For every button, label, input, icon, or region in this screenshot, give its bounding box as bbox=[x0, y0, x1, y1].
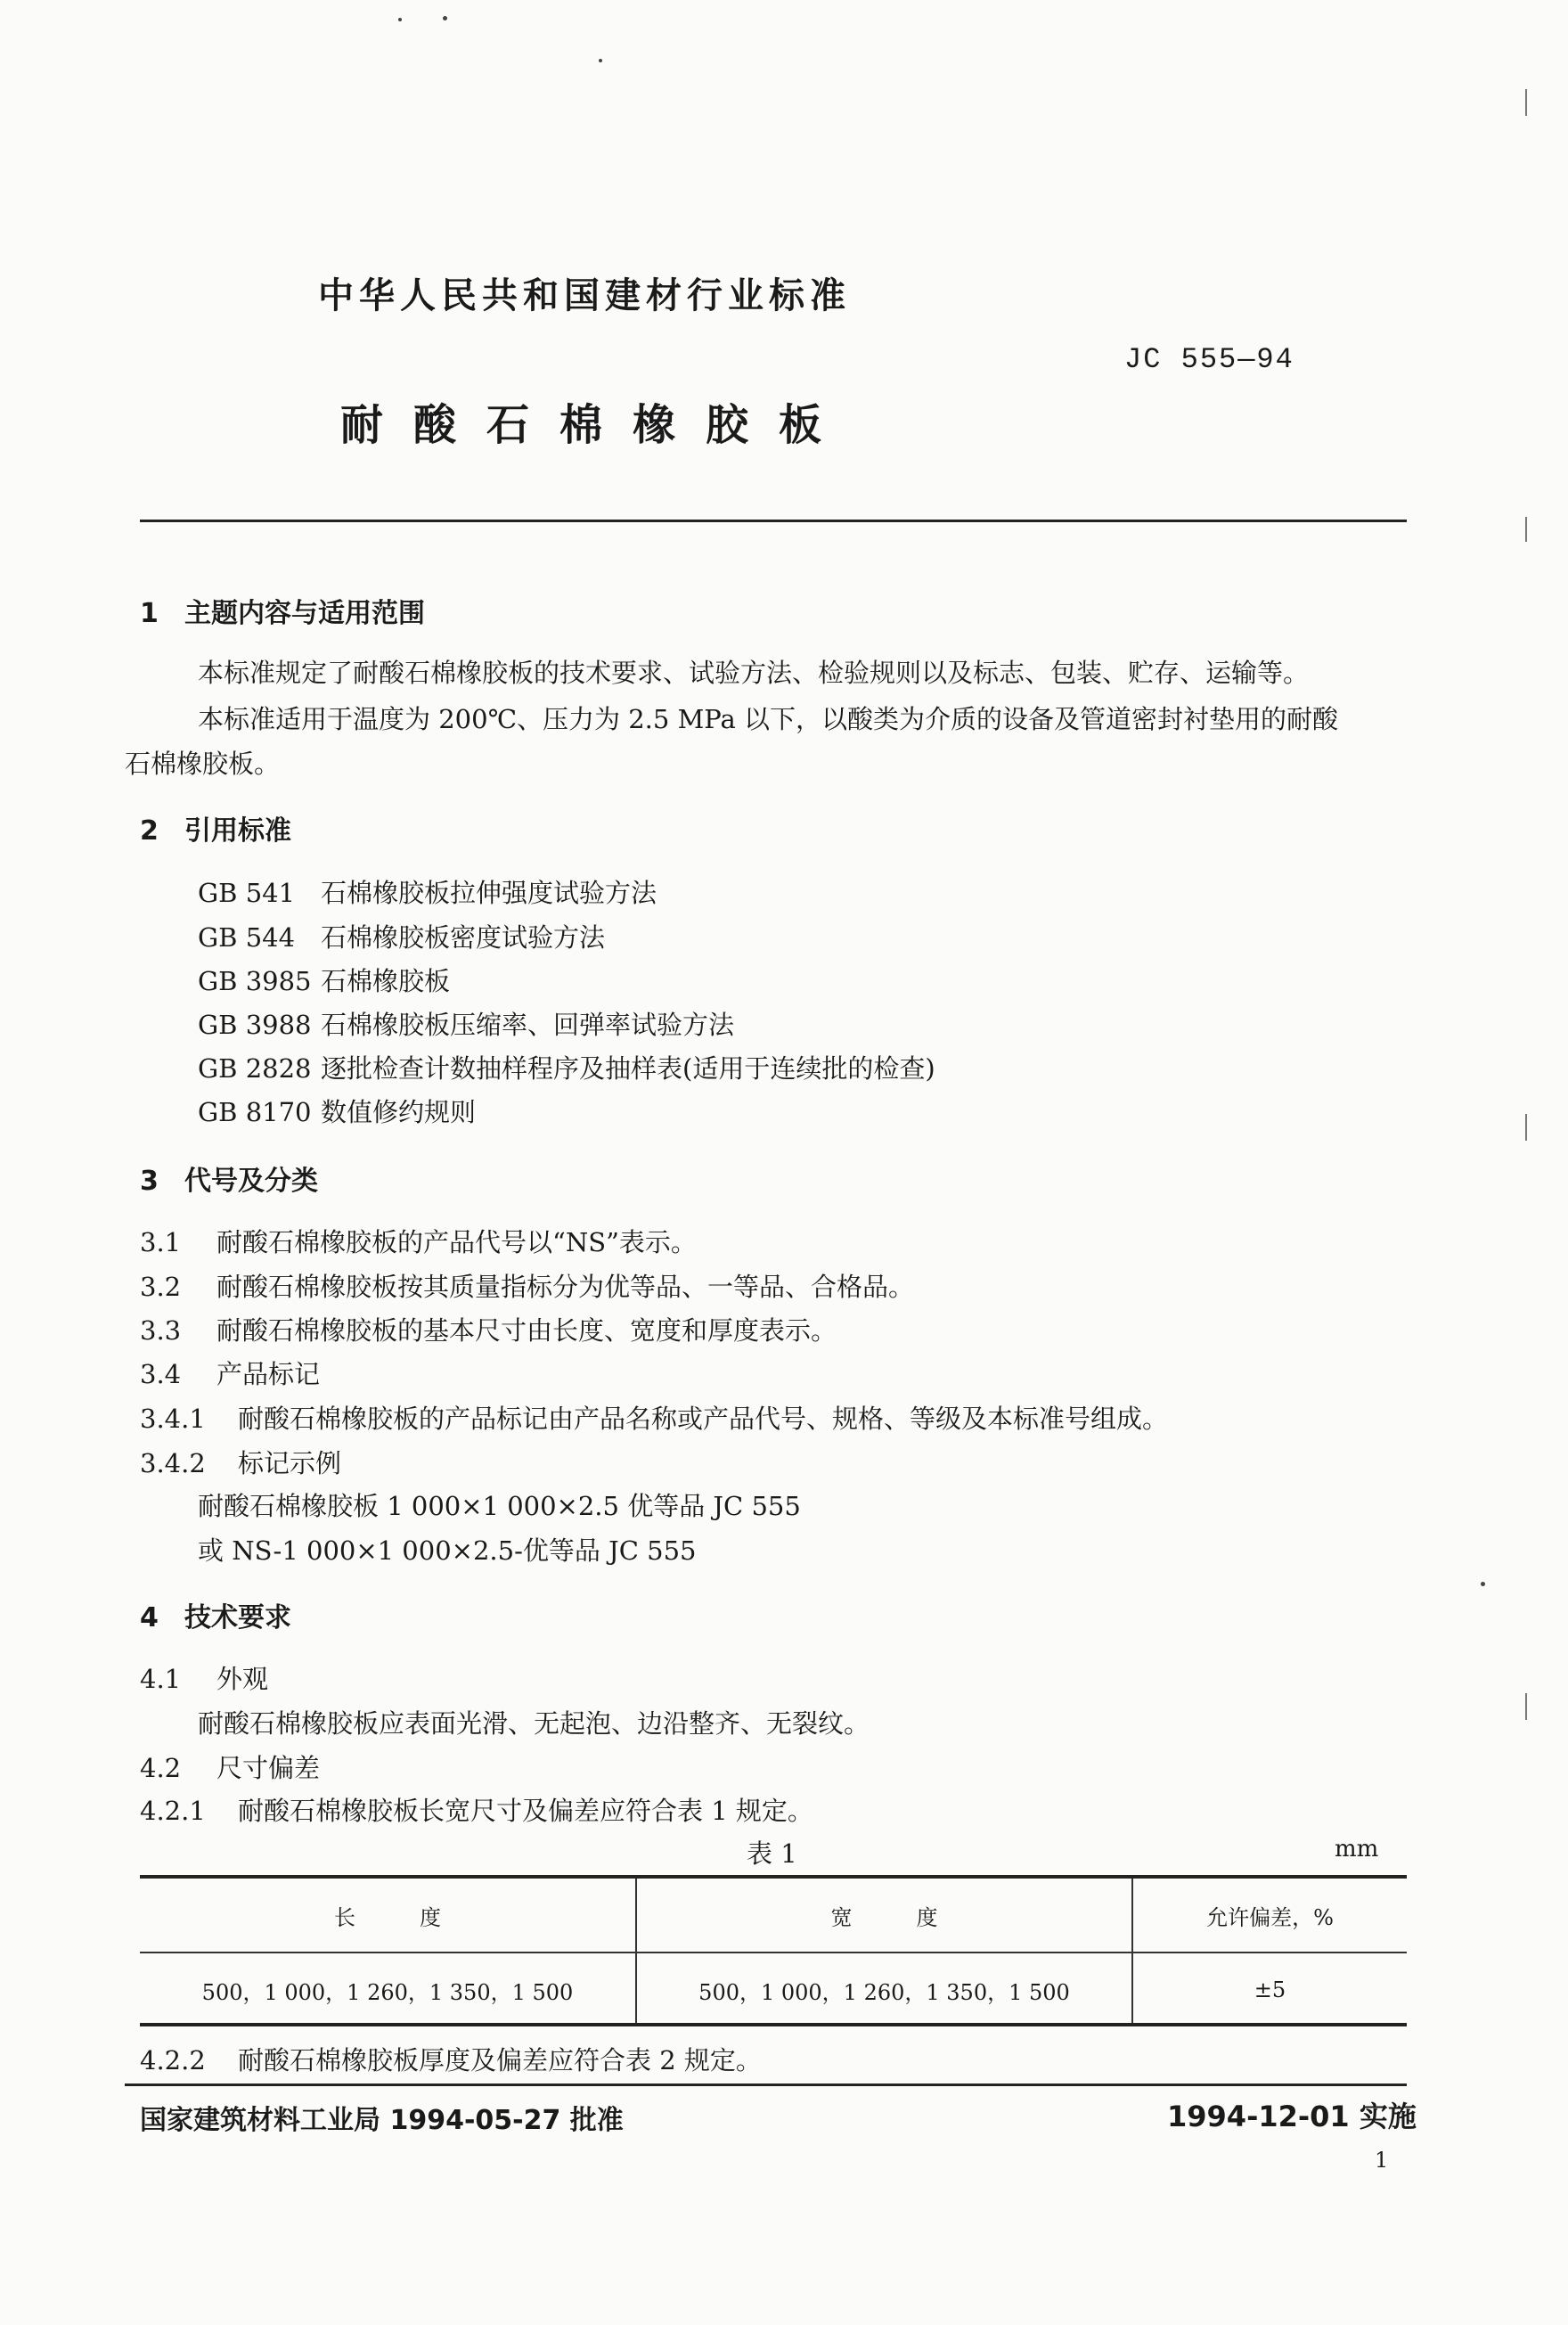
header-tolerance: 允许偏差，% bbox=[1132, 1879, 1407, 1953]
reference-item bbox=[198, 873, 657, 910]
reference-code: GB 3988 bbox=[198, 1010, 312, 1040]
page-number: 1 bbox=[1375, 2148, 1389, 2173]
effective-date: 1994-12-01 实施 bbox=[1167, 2100, 1417, 2133]
clause-4-1 bbox=[140, 1659, 268, 1696]
scan-speck bbox=[1481, 1582, 1485, 1586]
scan-speck bbox=[398, 18, 402, 21]
section-number: 3 bbox=[140, 1166, 159, 1197]
table-bottom-rule bbox=[140, 2023, 1407, 2026]
table-1-caption: 表 1 bbox=[747, 1838, 797, 1869]
section-number: 1 bbox=[140, 598, 159, 629]
section-1-paragraph-1: 本标准规定了耐酸石棉橡胶板的技术要求、试验方法、检验规则以及标志、包装、贮存、运输等。 bbox=[198, 658, 1310, 688]
clause-number: 4.1 bbox=[140, 1664, 182, 1694]
section-3-heading bbox=[140, 1158, 318, 1198]
clause-text: 尺寸偏差 bbox=[216, 1753, 321, 1783]
approval-line: 国家建筑材料工业局 1994-05-27 批准 bbox=[140, 2105, 624, 2136]
clause-number: 4.2.2 bbox=[140, 2045, 206, 2075]
clause-3-3 bbox=[140, 1311, 837, 1347]
reference-code: GB 8170 bbox=[198, 1097, 312, 1127]
standard-org-title: 中华人民共和国建材行业标准 bbox=[318, 275, 851, 316]
section-1-paragraph-2: 本标准适用于温度为 200℃、压力为 2.5 MPa 以下，以酸类为介质的设备及管道密封衬垫用的耐酸 bbox=[198, 704, 1338, 734]
header-length: 长 度 bbox=[140, 1879, 636, 1953]
clause-number: 4.2 bbox=[140, 1753, 182, 1783]
cell-width-values: 500，1 000，1 260，1 350，1 500 bbox=[636, 1953, 1132, 2026]
footer-rule bbox=[125, 2083, 1407, 2086]
marking-example-2: 或 NS-1 000×1 000×2.5-优等品 JC 555 bbox=[198, 1535, 697, 1566]
section-title: 技术要求 bbox=[184, 1602, 291, 1633]
clause-text: 耐酸石棉橡胶板按其质量指标分为优等品、一等品、合格品。 bbox=[216, 1272, 915, 1302]
clause-3-4-2 bbox=[140, 1444, 341, 1480]
section-title: 代号及分类 bbox=[184, 1166, 318, 1197]
clause-text: 耐酸石棉橡胶板厚度及偏差应符合表 2 规定。 bbox=[238, 2045, 762, 2075]
clause-3-2 bbox=[140, 1267, 914, 1304]
reference-name: 石棉橡胶板拉伸强度试验方法 bbox=[321, 878, 657, 908]
scan-edge-mark bbox=[1525, 1693, 1527, 1720]
reference-code: GB 541 bbox=[198, 878, 296, 908]
table-header-row bbox=[140, 1879, 1407, 1953]
clause-number: 3.2 bbox=[140, 1272, 182, 1302]
header-rule bbox=[140, 520, 1407, 522]
reference-item bbox=[198, 918, 605, 954]
clause-text: 耐酸石棉橡胶板的产品标记由产品名称或产品代号、规格、等级及本标准号组成。 bbox=[238, 1404, 1169, 1434]
marking-example-1: 耐酸石棉橡胶板 1 000×1 000×2.5 优等品 JC 555 bbox=[198, 1491, 801, 1521]
clause-4-2 bbox=[140, 1748, 320, 1785]
section-number: 4 bbox=[140, 1602, 159, 1633]
section-2-heading bbox=[140, 808, 291, 847]
reference-name: 石棉橡胶板 bbox=[321, 966, 451, 996]
reference-item bbox=[198, 1005, 734, 1042]
clause-4-2-2 bbox=[140, 2041, 762, 2077]
clause-4-1-body: 耐酸石棉橡胶板应表面光滑、无起泡、边沿整齐、无裂纹。 bbox=[198, 1708, 870, 1739]
clause-4-2-1 bbox=[140, 1791, 813, 1828]
reference-name: 石棉橡胶板压缩率、回弹率试验方法 bbox=[321, 1010, 735, 1040]
table-row bbox=[140, 1953, 1407, 2026]
clause-text: 标记示例 bbox=[238, 1448, 342, 1478]
section-1-heading bbox=[140, 591, 425, 630]
clause-text: 产品标记 bbox=[216, 1359, 321, 1389]
clause-3-4-1 bbox=[140, 1399, 1168, 1436]
clause-number: 3.4.1 bbox=[140, 1404, 206, 1434]
table-1-unit: mm bbox=[1335, 1836, 1379, 1862]
scan-speck bbox=[599, 59, 602, 62]
reference-item bbox=[198, 962, 450, 998]
document-title: 耐酸石棉橡胶板 bbox=[340, 400, 853, 450]
header-width: 宽 度 bbox=[636, 1879, 1132, 1953]
clause-text: 耐酸石棉橡胶板的基本尺寸由长度、宽度和厚度表示。 bbox=[216, 1315, 837, 1346]
clause-number: 3.4 bbox=[140, 1359, 182, 1389]
clause-3-1 bbox=[140, 1223, 697, 1259]
reference-name: 数值修约规则 bbox=[321, 1097, 477, 1127]
reference-item bbox=[198, 1093, 476, 1129]
clause-3-4 bbox=[140, 1355, 320, 1391]
section-title: 主题内容与适用范围 bbox=[184, 598, 425, 629]
section-number: 2 bbox=[140, 815, 159, 847]
reference-item bbox=[198, 1049, 935, 1085]
clause-number: 3.4.2 bbox=[140, 1448, 206, 1478]
reference-code: GB 3985 bbox=[198, 966, 312, 996]
clause-text: 耐酸石棉橡胶板的产品代号以“NS”表示。 bbox=[216, 1227, 697, 1257]
section-4-heading bbox=[140, 1595, 291, 1634]
reference-code: GB 2828 bbox=[198, 1053, 312, 1084]
clause-text: 外观 bbox=[216, 1664, 269, 1694]
scan-edge-mark bbox=[1525, 517, 1527, 542]
cell-tolerance-value: ±5 bbox=[1132, 1953, 1407, 2026]
reference-code: GB 544 bbox=[198, 922, 296, 953]
clause-number: 4.2.1 bbox=[140, 1796, 206, 1826]
scan-speck bbox=[443, 16, 447, 20]
table-1 bbox=[140, 1879, 1407, 2026]
section-title: 引用标准 bbox=[184, 815, 291, 847]
clause-text: 耐酸石棉橡胶板长宽尺寸及偏差应符合表 1 规定。 bbox=[238, 1796, 813, 1826]
cell-length-values: 500，1 000，1 260，1 350，1 500 bbox=[201, 1979, 574, 2005]
reference-name: 石棉橡胶板密度试验方法 bbox=[321, 922, 606, 953]
clause-number: 3.1 bbox=[140, 1227, 182, 1257]
section-1-paragraph-2-cont: 石棉橡胶板。 bbox=[125, 749, 281, 779]
clause-number: 3.3 bbox=[140, 1315, 182, 1346]
standard-code: JC 555—94 bbox=[1124, 343, 1294, 376]
scan-edge-mark bbox=[1525, 89, 1527, 116]
reference-name: 逐批检查计数抽样程序及抽样表(适用于连续批的检查) bbox=[321, 1053, 935, 1084]
scan-edge-mark bbox=[1525, 1114, 1527, 1141]
